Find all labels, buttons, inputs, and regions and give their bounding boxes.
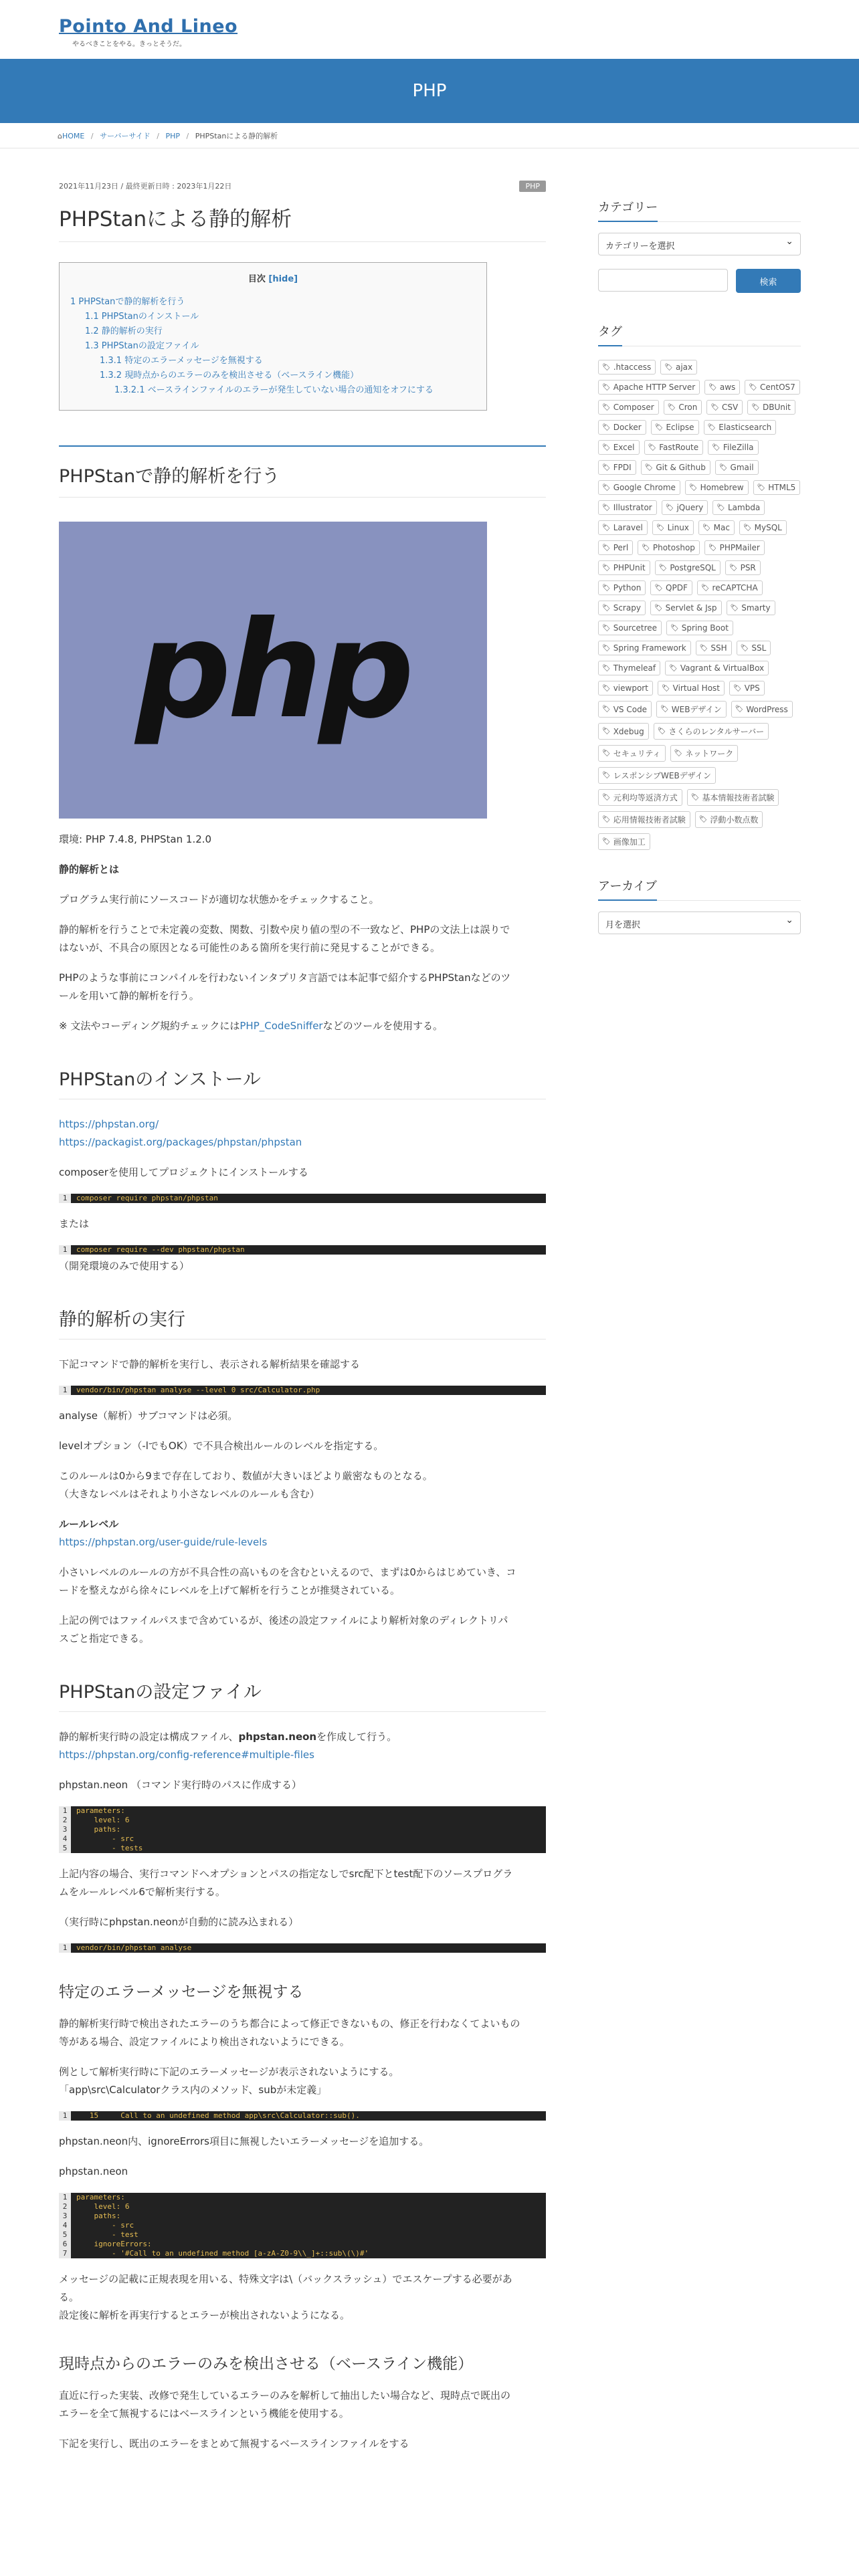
tag-icon: 🏷 — [654, 604, 663, 612]
tag-icon: 🏷 — [602, 644, 611, 652]
tag-icon: 🏷 — [698, 816, 708, 823]
paragraph: phpstan.neon — [59, 2165, 128, 2177]
search-input[interactable] — [598, 269, 728, 292]
paragraph: 上記の例ではファイルパスまで含めているが、後述の設定ファイルにより解析対象のディレクトリパ スごと指定できる。 — [59, 1614, 508, 1644]
tag-label: セキュリティ — [613, 749, 661, 758]
section-heading: 静的解析の実行 — [59, 1305, 546, 1339]
code-block: 1 vendor/bin/phpstan analyse --level 0 src/Calculator.php — [59, 1386, 546, 1395]
tag-icon: 🏷 — [602, 816, 611, 823]
toc-item[interactable]: 1.1 PHPStanのインストール — [85, 312, 199, 322]
code-block: 1 vendor/bin/phpstan analyse — [59, 1943, 546, 1953]
tag-link[interactable] — [745, 380, 799, 395]
paragraph: phpstan.neon内、ignoreErrors項目に無視したいエラーメッセージを追加する。 — [59, 2135, 430, 2147]
tag-label: PostgreSQL — [670, 563, 716, 572]
tag-link[interactable] — [664, 400, 702, 415]
logo-text: Pointo And Lineo — [59, 16, 238, 37]
tag-link[interactable] — [697, 580, 763, 595]
tag-link[interactable] — [650, 580, 692, 595]
tag-link[interactable] — [598, 641, 691, 655]
breadcrumb-serverside[interactable]: サーバーサイド — [100, 132, 151, 140]
tag-label: PSR — [740, 563, 756, 572]
paragraph: （開発環境のみで使用する） — [59, 1260, 190, 1272]
tag-label: QPDF — [666, 583, 688, 593]
paragraph: このルールは0から9まで存在しており、数値が大きいほどより厳密なものとなる。 （大きなレベルはそれより小さなレベルのルールも含む） — [59, 1470, 433, 1500]
tag-label: VPS — [744, 683, 760, 693]
tag-link[interactable] — [704, 420, 777, 435]
logo-tagline: やるべきことをやる。きっとそうだ。 — [72, 41, 186, 48]
tag-icon: 🏷 — [602, 838, 611, 845]
tag-link[interactable] — [665, 661, 769, 675]
tag-label: PHPUnit — [613, 563, 646, 572]
tag-label: .htaccess — [613, 362, 652, 372]
tag-link[interactable] — [598, 621, 662, 635]
paragraph: 静的解析実行時で検出されたエラーのうち都合によって修正できないもの、修正を行わなくてよいもの 等がある場合、設定ファイルにより検出されないようにできる。 — [59, 2018, 520, 2048]
category-badge[interactable]: PHP — [519, 181, 546, 192]
paragraph: levelオプション（-lでもOK）で不具合検出ルールのレベルを指定する。 — [59, 1440, 384, 1452]
tag-label: Illustrator — [613, 503, 652, 512]
paragraph: phpstan.neon （コマンド実行時のパスに作成する） — [59, 1779, 302, 1791]
tag-link[interactable] — [670, 745, 739, 762]
tag-link[interactable] — [598, 681, 653, 695]
tag-icon: 🏷 — [658, 564, 668, 572]
tag-label: 応用情報技術者試験 — [613, 815, 686, 825]
search-button[interactable]: 検索 — [736, 269, 801, 293]
tag-link[interactable] — [650, 601, 722, 615]
tag-icon: 🏷 — [690, 794, 700, 801]
tag-icon: 🏷 — [602, 383, 611, 391]
tag-icon: 🏷 — [602, 794, 611, 801]
tag-icon: 🏷 — [667, 403, 676, 411]
tag-link[interactable] — [696, 641, 732, 655]
tag-icon: 🏷 — [657, 728, 666, 735]
search-form — [598, 269, 801, 293]
tag-icon: 🏷 — [656, 524, 665, 532]
subsection-heading: 現時点からのエラーのみを検出させる（ベースライン機能） — [59, 2355, 474, 2373]
tag-link[interactable] — [715, 460, 759, 475]
tag-label: ajax — [675, 362, 693, 372]
tag-link[interactable] — [598, 400, 659, 415]
tag-label: jQuery — [676, 503, 704, 512]
site-logo[interactable] — [59, 16, 237, 48]
tag-link[interactable] — [706, 400, 743, 415]
tag-link[interactable] — [598, 745, 666, 762]
tag-link[interactable] — [652, 520, 694, 535]
tag-label: Python — [613, 583, 642, 593]
tag-icon: 🏷 — [602, 584, 611, 592]
tag-label: Scrapy — [613, 603, 641, 613]
tag-icon: 🏷 — [730, 604, 739, 612]
paragraph: 小さいレベルのルールの方が不具合性の高いものを含むといえるので、まずは0からはじめていき、コ ードを整えながら徐々にレベルを上げて解析を行うことが推奨されている。 — [59, 1566, 516, 1596]
tag-icon: 🏷 — [602, 706, 611, 713]
tag-link[interactable] — [598, 440, 640, 455]
tag-label: Vagrant & VirtualBox — [680, 663, 765, 673]
tag-icon: 🏷 — [602, 423, 611, 431]
tag-link[interactable] — [737, 641, 771, 655]
tag-label: Thymeleaf — [613, 663, 656, 673]
tag-icon: 🏷 — [688, 484, 698, 492]
tag-label: CentOS7 — [760, 383, 795, 392]
tag-label: Composer — [613, 403, 654, 412]
toc-item[interactable]: 1 PHPStanで静的解析を行う — [70, 297, 185, 307]
tag-label: レスポンシブWEBデザイン — [613, 771, 711, 780]
tag-label: 浮動小数点数 — [710, 815, 759, 825]
breadcrumb-separator: / — [186, 132, 189, 140]
tag-link[interactable] — [704, 380, 740, 395]
tag-link[interactable] — [729, 681, 765, 695]
tag-link[interactable] — [598, 520, 648, 535]
tag-icon: 🏷 — [602, 524, 611, 532]
tag-label: Linux — [667, 523, 689, 532]
tag-label: FileZilla — [723, 443, 754, 452]
tag-icon: 🏷 — [735, 706, 744, 713]
tag-link[interactable] — [598, 500, 657, 515]
site-header — [0, 0, 859, 59]
breadcrumb — [0, 123, 859, 148]
tag-link[interactable] — [598, 833, 650, 850]
tag-link[interactable] — [704, 540, 765, 555]
tag-icon: 🏷 — [702, 524, 711, 532]
table-of-contents — [59, 262, 487, 411]
tag-label: reCAPTCHA — [712, 583, 758, 593]
tag-icon: 🏷 — [602, 443, 611, 451]
toc-hide-link[interactable]: [hide] — [268, 274, 298, 284]
category-banner — [0, 59, 859, 123]
tag-icon: 🏷 — [743, 524, 752, 532]
tag-label: Sourcetree — [613, 623, 658, 633]
tag-label: ネットワーク — [685, 749, 734, 758]
subsection-heading: 特定のエラーメッセージを無視する — [59, 1983, 304, 2001]
tag-icon: 🏷 — [661, 684, 670, 692]
tag-label: 基本情報技術者試験 — [702, 793, 775, 802]
tag-link[interactable] — [712, 500, 765, 515]
tag-link[interactable] — [708, 440, 758, 455]
tag-label: Homebrew — [700, 483, 744, 492]
tag-label: Cron — [678, 403, 698, 412]
tag-link[interactable] — [654, 723, 769, 740]
tag-link[interactable] — [660, 360, 697, 374]
home-icon: ⌂ — [58, 132, 62, 140]
tag-icon: 🏷 — [670, 624, 679, 632]
php-logo-text: php — [135, 592, 411, 748]
article: 2021年11月23日 / 最終更新日時 : 2023年1月22日 PHP PHPStanによる静的解析 目次 [hide] 1 PHPStanで静的解析を行う 1.1 PHPStanのインストール 1.2 静的解析の実行 1.3 PHPStanの設定ファイル 1.3.1 特定のエラーメッセージを無視する 1.3.2 現時点からのエラーのみを検出させる（ベースライン機能） 1.3.2.1 ベースラインファイルのエラーが発生していない場合の通知をオフにする PHPStanで静的解析を行う php 環境: PHP 7.4.8, PHPStan 1.2.0 静的解析とは プログラム実行前にソースコードが適切な状態かをチェックすること。 静的解析を行うことで未定義の変数、関数、引数や戻り値の型の不一致など、PHPの文法上は誤りで はないが、不具合の原因となる可能性のある箇所を実行前に発見することができる。 PHPのような事前にコンパイルを行わないインタプリタ言語では本記事で紹介するPHPStanなどのツ ールを用いて静的解析を行う。 ※ 文法やコーディング規約チェックにはPHP_CodeSnifferなどのツールを使用する。 PHPStanのインストール https://phpstan.org/ https://packagist.org/packages/phpstan/phpstan composerを使用してプロジェクトにインストールする 1 composer require phpstan/phpstan または 1 composer require --dev phpstan/phpstan （開発環境のみで使用する） 静的解析の実行 下記コマンドで静的解析を実行し、表示される解析結果を確認する 1 vendor/bin/phpstan analyse --level 0 src/Calculator.php analyse（解析）サブコマンドは必須。 levelオプション（-lでもOK）で不具合検出ルールのレベルを指定する。 このルールは0から9まで存在しており、数値が大きいほどより厳密なものとなる。 （大きなレベルはそれより小さなレベルのルールも含む） ルールレベル https://phpstan.org/user-guide/rule-levels 小さいレベルのルールの方が不具合性の高いものを含むといえるので、まずは0からはじめていき、コ ードを整えながら徐々にレベルを上げて解析を行うことが推奨されている。 上記の例ではファイルパスまで含めているが、後述の設定ファイルにより解析対象のディレクトリパ スごと指定できる。 PHPStanの設定ファイル 静的解析実行時の設定は構成ファイル、phpstan.neonを作成して行う。 https://phpstan.org/config-reference#multiple-files phpstan.neon （コマンド実行時のパスに作成する） 1 parameters: 2 level: 6 3 paths: 4 - src 5 - tests 上記内容の場合、実行コマンドへオプションとパスの指定なしでsrc配下とtest配下のソースプログラ ムをルールレベル6で解析実行する。 （実行時にphpstan.neonが自動的に読み込まれる） 1 vendor/bin/phpstan analyse 特定のエラーメッセージを無視する 静的解析実行時で検出されたエラーのうち都合によって修正できないもの、修正を行わなくてよいもの 等がある場合、設定ファイルにより検出されないようにできる。 例として解析実行時に下記のエラーメッセージが表示されないようにする。 「app\src\Calculatorクラス内のメソッド、subが未定義」 1 15 Call to an undefined method app\src\Calculator::sub(). phpstan.neon内、ignoreErrors項目に無視したいエラーメッセージを追加する。 phpstan.neon 1 parameters: 2 level: 6 3 paths: 4 - src 5 - test 6 ignoreErrors: 7 - '#Call to an undefined method [a-zA-Z0-9\\_]+::sub\(\)#' メッセージの記載に正規表現を用いる、特殊文字は\（バックスラッシュ）でエスケープする必要があ る。 設定後に解析を再実行するとエラーが検出されないようになる。 現時点からのエラーのみを検出させる（ベースライン機能） 直近に行った実装、改修で発生しているエラーのみを解析して抽出したい場合など、現時点で既出の エラーを全て無視するにはベースラインという機能を使用する。 下記を実行し、既出のエラーをまとめて無視するベースラインファイルをする — [59, 181, 546, 2453]
tag-link[interactable] — [598, 811, 690, 828]
tag-label: WEBデザイン — [671, 705, 722, 714]
tag-label: 画像加工 — [613, 837, 646, 847]
paragraph: 下記コマンドで静的解析を実行し、表示される解析結果を確認する — [59, 1358, 361, 1370]
paragraph: PHPのような事前にコンパイルを行わないインタプリタ言語では本記事で紹介するPHPStanなどのツ ールを用いて静的解析を行う。 — [59, 972, 511, 1002]
tags-widget-title: タグ — [598, 322, 622, 346]
tag-icon: 🏷 — [660, 706, 669, 713]
tag-link[interactable] — [656, 701, 727, 718]
section-heading: PHPStanのインストール — [59, 1065, 546, 1099]
tag-label: Docker — [613, 423, 642, 432]
sidebar — [598, 198, 801, 934]
tag-link[interactable] — [638, 540, 700, 555]
paragraph: または — [59, 1218, 90, 1230]
paragraph: analyse（解析）サブコマンドは必須。 — [59, 1410, 238, 1422]
tag-link[interactable] — [598, 701, 652, 718]
tag-label: Spring Boot — [681, 623, 729, 633]
tag-link[interactable] — [598, 540, 633, 555]
tag-icon: 🏷 — [602, 750, 611, 757]
archive-select[interactable]: 月を選択 ⌄ — [598, 911, 801, 934]
tag-link[interactable] — [725, 560, 761, 575]
paragraph: 直近に行った実装、改修で発生しているエラーのみを解析して抽出したい場合など、現時点で既出の エラーを全て無視するにはベースラインという機能を使用する。 — [59, 2389, 511, 2420]
tag-icon: 🏷 — [751, 403, 760, 411]
tag-icon: 🏷 — [602, 772, 611, 779]
tag-icon: 🏷 — [602, 684, 611, 692]
post-meta — [59, 181, 546, 197]
tag-link[interactable] — [662, 500, 708, 515]
tag-label: Google Chrome — [613, 483, 676, 492]
paragraph: 例として解析実行時に下記のエラーメッセージが表示されないようにする。 「app\src\Calculatorクラス内のメソッド、subが未定義」 — [59, 2066, 399, 2096]
tag-icon: 🏷 — [602, 664, 611, 672]
tag-link[interactable] — [598, 420, 646, 435]
section-heading: PHPStanの設定ファイル — [59, 1677, 546, 1712]
tag-icon: 🏷 — [669, 664, 678, 672]
tag-icon: 🏷 — [710, 403, 720, 411]
code-block: 1 parameters: 2 level: 6 3 paths: 4 - src 5 - tests — [59, 1806, 546, 1853]
tag-link[interactable] — [641, 460, 710, 475]
tag-icon: 🏷 — [708, 383, 717, 391]
tag-link[interactable] — [747, 400, 795, 415]
tag-label: Git & Github — [656, 463, 706, 472]
breadcrumb-home[interactable]: HOME — [62, 132, 85, 140]
tag-icon: 🏷 — [757, 484, 766, 492]
breadcrumb-current: PHPStanによる静的解析 — [195, 132, 278, 140]
config-reference-link[interactable]: https://phpstan.org/config-reference#multiple-files — [59, 1749, 314, 1761]
static-analysis-title: 静的解析とは — [59, 863, 120, 875]
breadcrumb-separator: / — [90, 132, 94, 140]
paragraph: ※ 文法やコーディング規約チェックにはPHP_CodeSnifferなどのツールを使用する。 — [59, 1020, 443, 1032]
tag-icon: 🏷 — [648, 443, 657, 451]
tag-link[interactable] — [753, 480, 801, 495]
tag-label: MySQL — [754, 523, 782, 532]
php-logo-image — [59, 522, 487, 819]
tag-label: PHPMailer — [719, 543, 760, 552]
tag-label: Virtual Host — [672, 683, 720, 693]
tag-label: Mac — [713, 523, 730, 532]
tag-icon: 🏷 — [707, 423, 717, 431]
tag-link[interactable] — [598, 723, 649, 740]
tag-label: viewport — [613, 683, 648, 693]
tag-label: 元利均等返済方式 — [613, 793, 678, 802]
tag-link[interactable] — [698, 520, 735, 535]
toc-title: 目次 — [248, 274, 266, 284]
tag-icon: 🏷 — [602, 564, 611, 572]
paragraph: プログラム実行前にソースコードが適切な状態かをチェックすること。 — [59, 893, 379, 905]
tag-icon: 🏷 — [602, 728, 611, 735]
environment-text: 環境: PHP 7.4.8, PHPStan 1.2.0 — [59, 833, 212, 845]
toc-item[interactable]: 1.2 静的解析の実行 — [85, 326, 163, 336]
tag-label: CSV — [722, 403, 739, 412]
category-select[interactable]: カテゴリーを選択 ⌄ — [598, 233, 801, 255]
tag-icon: 🏷 — [602, 624, 611, 632]
breadcrumb-separator: / — [157, 132, 159, 140]
toc-item[interactable]: 1.3.1 特定のエラーメッセージを無視する — [100, 356, 263, 366]
tag-label: Photoshop — [652, 543, 695, 552]
tag-icon: 🏷 — [733, 684, 742, 692]
tag-label: Gmail — [730, 463, 754, 472]
tag-label: Elasticsearch — [719, 423, 772, 432]
tag-link[interactable] — [727, 601, 775, 615]
tag-link[interactable] — [598, 601, 646, 615]
tag-link[interactable] — [598, 460, 636, 475]
tag-link[interactable] — [739, 520, 787, 535]
tag-icon: 🏷 — [602, 604, 611, 612]
tag-link[interactable] — [598, 661, 660, 675]
tag-label: Xdebug — [613, 726, 644, 736]
tag-icon: 🏷 — [602, 484, 611, 492]
tag-label: WordPress — [746, 704, 788, 714]
tag-label: VS Code — [613, 704, 648, 714]
tag-link[interactable] — [651, 420, 699, 435]
tag-icon: 🏷 — [719, 463, 728, 471]
tag-label: FPDI — [613, 463, 632, 472]
tag-link[interactable] — [598, 560, 650, 575]
tag-icon: 🏷 — [602, 363, 611, 371]
tag-link[interactable] — [658, 681, 725, 695]
toc-item[interactable]: 1.3.2.1 ベースラインファイルのエラーが発生していない場合の通知をオフにする — [114, 385, 434, 395]
tag-label: さくらのレンタルサーバー — [668, 727, 765, 736]
tag-link[interactable] — [598, 767, 716, 784]
tag-icon: 🏷 — [654, 423, 664, 431]
category-widget-title: カテゴリー — [598, 198, 658, 222]
page-title: PHPStanによる静的解析 — [59, 202, 546, 242]
tag-link[interactable] — [598, 580, 646, 595]
tag-label: SSH — [710, 643, 727, 653]
tag-link[interactable] — [655, 560, 721, 575]
banner-title: PHP — [412, 81, 447, 101]
tag-label: Excel — [613, 443, 635, 452]
paragraph: 静的解析を行うことで未定義の変数、関数、引数や戻り値の型の不一致など、PHPの文法上は誤りで はないが、不具合の原因となる可能性のある箇所を実行前に発見することができる。 — [59, 924, 510, 954]
tag-icon: 🏷 — [665, 504, 674, 512]
tag-link[interactable] — [598, 789, 682, 806]
tag-icon: 🏷 — [708, 544, 717, 552]
archive-widget-title: アーカイブ — [598, 877, 657, 901]
tag-icon: 🏷 — [654, 584, 664, 592]
code-block: 1 15 Call to an undefined method app\src\Calculator::sub(). — [59, 2111, 546, 2121]
tag-icon: 🏷 — [729, 564, 738, 572]
tag-icon: 🏷 — [717, 504, 725, 512]
tag-label: FastRoute — [659, 443, 699, 452]
tag-label: SSL — [751, 643, 767, 653]
tag-link[interactable] — [695, 811, 763, 828]
post-dates: 2021年11月23日 / 最終更新日時 : 2023年1月22日 — [59, 182, 232, 191]
code-block: 1 composer require phpstan/phpstan — [59, 1194, 546, 1203]
tag-label: Smarty — [741, 603, 771, 613]
tag-label: Spring Framework — [613, 643, 686, 653]
toc-item[interactable]: 1.3.2 現時点からのエラーのみを検出させる（ベースライン機能） — [100, 370, 359, 381]
tag-icon: 🏷 — [749, 383, 757, 391]
tag-label: aws — [719, 383, 736, 392]
tag-icon: 🏷 — [602, 544, 611, 552]
tag-label: Lambda — [727, 503, 761, 512]
tag-label: Apache HTTP Server — [613, 383, 696, 392]
paragraph: メッセージの記載に正規表現を用いる、特殊文字は\（バックスラッシュ）でエスケープする必要があ る。 設定後に解析を再実行するとエラーが検出されないようになる。 — [59, 2273, 512, 2321]
rule-levels-link[interactable]: https://phpstan.org/user-guide/rule-levels — [59, 1536, 268, 1548]
phpcs-link[interactable]: PHP_CodeSniffer — [240, 1020, 323, 1032]
code-block: 1 composer require --dev phpstan/phpstan — [59, 1245, 546, 1255]
tag-icon: 🏷 — [602, 403, 611, 411]
paragraph: composerを使用してプロジェクトにインストールする — [59, 1166, 308, 1178]
tag-label: Perl — [613, 543, 629, 552]
tag-icon: 🏷 — [740, 644, 749, 652]
tag-link[interactable] — [598, 360, 656, 374]
tag-label: HTML5 — [768, 483, 796, 492]
tag-link[interactable] — [687, 789, 779, 806]
tag-icon: 🏷 — [602, 463, 611, 471]
paragraph: （実行時にphpstan.neonが自動的に読み込まれる） — [59, 1916, 299, 1928]
rule-level-title: ルールレベル — [59, 1518, 119, 1530]
tag-label: Servlet & Jsp — [665, 603, 717, 613]
code-block: 1 parameters: 2 level: 6 3 paths: 4 - src 5 - test 6 ignoreErrors: 7 - '#Call to an undefined method [a-zA-Z0-9\\_]+::sub\(\)#' — [59, 2193, 546, 2258]
tag-icon: 🏷 — [642, 544, 650, 552]
tag-label: Eclipse — [666, 423, 694, 432]
tag-icon: 🏷 — [664, 363, 673, 371]
section-heading: PHPStanで静的解析を行う — [59, 445, 546, 498]
tag-icon: 🏷 — [602, 504, 611, 512]
tag-icon: 🏷 — [712, 443, 721, 451]
paragraph: 下記を実行し、既出のエラーをまとめて無視するベースラインファイルをする — [59, 2438, 409, 2450]
tag-link[interactable] — [685, 480, 749, 495]
tag-link[interactable] — [598, 480, 680, 495]
toc-item[interactable]: 1.3 PHPStanの設定ファイル — [85, 341, 199, 351]
tag-link[interactable] — [644, 440, 704, 455]
tag-label: Laravel — [613, 523, 643, 532]
tag-label: DBUnit — [762, 403, 791, 412]
tag-icon: 🏷 — [699, 644, 708, 652]
phpstan-link[interactable]: https://phpstan.org/ — [59, 1118, 159, 1130]
tag-icon: 🏷 — [674, 750, 683, 757]
tag-cloud — [598, 360, 801, 850]
packagist-link[interactable]: https://packagist.org/packages/phpstan/phpstan — [59, 1136, 302, 1148]
tag-link[interactable] — [731, 701, 793, 718]
tag-icon: 🏷 — [700, 584, 710, 592]
tag-link[interactable] — [666, 621, 733, 635]
tag-link[interactable] — [598, 380, 700, 395]
paragraph: 上記内容の場合、実行コマンドへオプションとパスの指定なしでsrc配下とtest配下のソースプログラ ムをルールレベル6で解析実行する。 — [59, 1868, 513, 1898]
breadcrumb-php[interactable]: PHP — [165, 132, 181, 140]
tag-icon: 🏷 — [644, 463, 654, 471]
